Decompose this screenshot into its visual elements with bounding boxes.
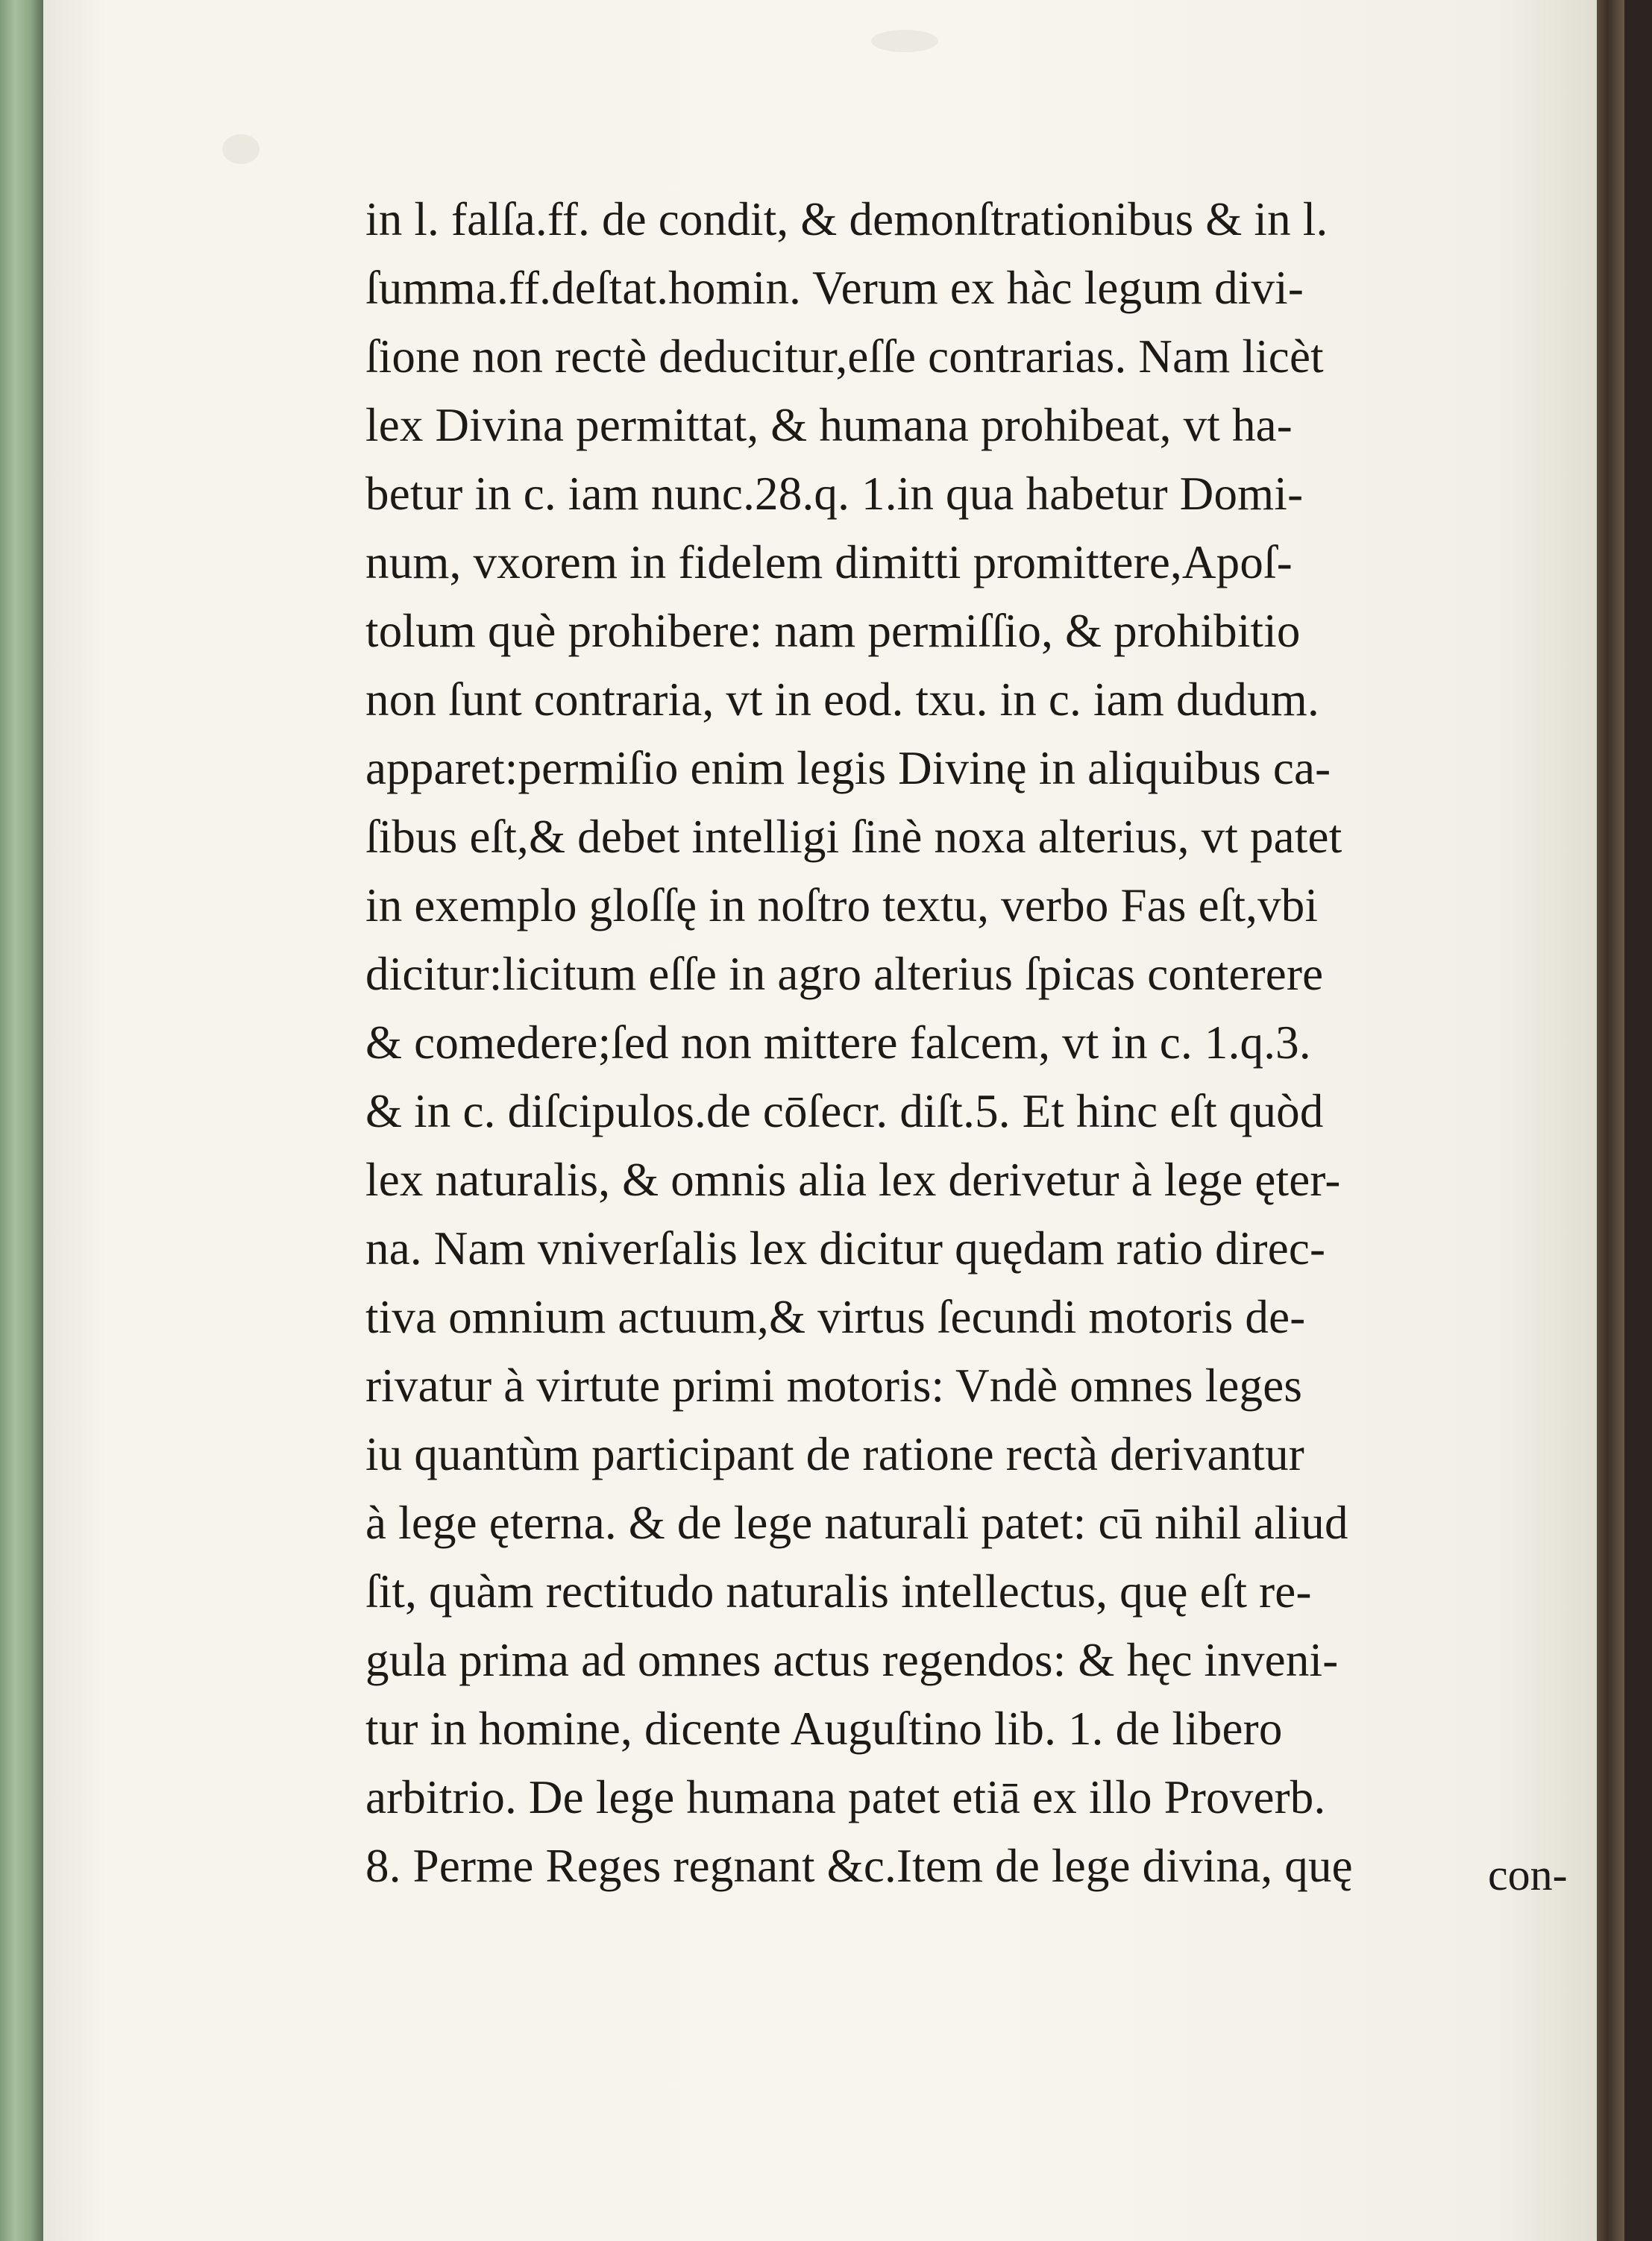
text-line: gula prima ad omnes actus regendos: & hęc inveni- bbox=[365, 1634, 1339, 1686]
text-line: & in c. diſcipulos.de cōſecr. diſt.5. Et hinc eſt quòd bbox=[365, 1085, 1324, 1137]
text-line: lex naturalis, & omnis alia lex derivetur à lege ęter- bbox=[365, 1154, 1341, 1206]
paper-stain bbox=[871, 30, 938, 52]
text-line: ſit, quàm rectitudo naturalis intellectus, quę eſt re- bbox=[365, 1565, 1312, 1618]
text-line: tolum què prohibere: nam permiſſio, & prohibitio bbox=[365, 605, 1301, 657]
paper-stain bbox=[222, 134, 260, 164]
text-line: dicitur:licitum eſſe in agro alterius ſpicas conterere bbox=[365, 948, 1324, 1000]
text-line: ſumma.ff.deſtat.homin. Verum ex hàc legum divi- bbox=[365, 262, 1304, 314]
text-line: betur in c. iam nunc.28.q. 1.in qua habetur Domi- bbox=[365, 468, 1304, 520]
text-line: 8. Perme Reges regnant &c.Item de lege divina, quę bbox=[365, 1840, 1353, 1892]
text-line: in l. falſa.ff. de condit, & demonſtrationibus & in l. bbox=[365, 193, 1328, 245]
text-line: ſibus eſt,& debet intelligi ſinè noxa alterius, vt patet bbox=[365, 811, 1342, 863]
text-line: tur in homine, dicente Auguſtino lib. 1. de libero bbox=[365, 1703, 1283, 1755]
catchword: con- bbox=[1488, 1850, 1568, 1899]
text-line: tiva omnium actuum,& virtus ſecundi motoris de- bbox=[365, 1291, 1306, 1343]
text-line: apparet:permiſio enim legis Divinę in aliquibus ca- bbox=[365, 742, 1331, 794]
text-line: in exemplo gloſſę in noſtro textu, verbo Fas eſt,vbi bbox=[365, 879, 1319, 931]
text-line: non ſunt contraria, vt in eod. txu. in c. iam dudum. bbox=[365, 673, 1319, 726]
text-body bbox=[365, 185, 1574, 1900]
page-fore-edge bbox=[1597, 0, 1624, 2241]
text-line: num, vxorem in fidelem dimitti promittere,Apoſ- bbox=[365, 536, 1293, 588]
text-line: & comedere;ſed non mittere falcem, vt in c. 1.q.3. bbox=[365, 1016, 1311, 1069]
text-line: iu quantùm participant de ratione rectà derivantur bbox=[365, 1428, 1304, 1480]
text-line: arbitrio. De lege humana patet etiā ex illo Proverb. bbox=[365, 1771, 1326, 1823]
text-line: na. Nam vniverſalis lex dicitur quędam ratio direc- bbox=[365, 1222, 1326, 1274]
text-line: rivatur à virtute primi motoris: Vndè omnes leges bbox=[365, 1360, 1303, 1412]
book-spine-edge bbox=[0, 0, 43, 2241]
text-line: ſione non rectè deducitur,eſſe contrarias. Nam licèt bbox=[365, 330, 1324, 383]
text-line: à lege ęterna. & de lege naturali patet: cū nihil aliud bbox=[365, 1497, 1348, 1549]
text-line: lex Divina permittat, & humana prohibeat, vt ha- bbox=[365, 399, 1293, 451]
